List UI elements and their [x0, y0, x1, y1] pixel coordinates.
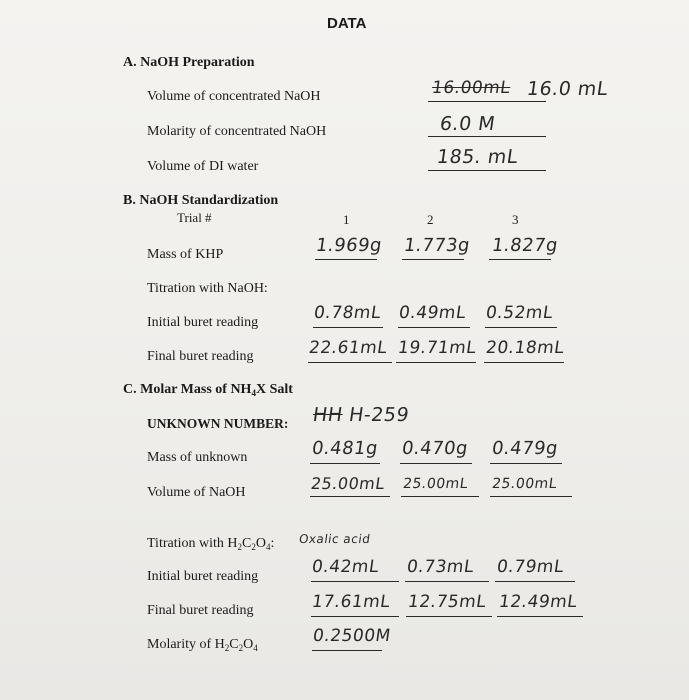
volume-di-water-label: Volume of DI water	[147, 159, 259, 174]
molarity-oxalic-label: Molarity of $H_2C_2O_4$	[147, 637, 258, 653]
c-final-3: 12.49mL	[497, 592, 579, 612]
b-final-line-1	[308, 362, 392, 363]
section-b-heading: B. NaOH Standardization	[123, 193, 279, 208]
mass-unknown-line-1	[310, 463, 380, 464]
c-final-line-1	[311, 616, 399, 617]
vol-naoh-2: 25.00mL	[401, 476, 470, 492]
c-initial-line-2	[405, 581, 489, 582]
titration-naoh-label: Titration with NaOH:	[147, 281, 268, 296]
trial-label: Trial #	[177, 210, 212, 225]
molarity-conc-naoh-label: Molarity of concentrated NaOH	[147, 124, 327, 139]
mass-unknown-label: Mass of unknown	[147, 450, 248, 465]
c-final-buret-label: Final buret reading	[147, 603, 254, 618]
b-initial-line-1	[313, 327, 383, 328]
b-final-line-3	[484, 362, 564, 363]
mass-unknown-2: 0.470g	[400, 438, 470, 459]
mass-khp-1: 1.969g	[314, 235, 384, 256]
vol-naoh-1: 25.00mL	[309, 474, 387, 493]
b-initial-line-2	[398, 327, 470, 328]
b-final-1: 22.61mL	[307, 338, 389, 358]
page-title: DATA	[327, 15, 367, 32]
b-final-3: 20.18mL	[484, 338, 566, 358]
vol-naoh-line-2	[401, 496, 479, 497]
volume-naoh-label: Volume of NaOH	[147, 485, 246, 500]
b-final-2: 19.71mL	[396, 338, 478, 358]
c-initial-3: 0.79mL	[495, 557, 566, 577]
vol-naoh-3: 25.00mL	[490, 476, 559, 492]
volume-di-water-line	[428, 170, 546, 171]
volume-conc-naoh-value: 16.0 mL	[525, 78, 610, 100]
section-c-heading: C. Molar Mass of $NH_4X$ Salt	[123, 382, 293, 398]
molarity-oxalic-line	[312, 650, 382, 651]
section-a-heading: A. NaOH Preparation	[123, 55, 255, 70]
molarity-conc-naoh-value: 6.0 M	[438, 113, 497, 135]
mass-khp-line-1	[315, 259, 377, 260]
trial-3: 3	[512, 212, 519, 227]
mass-unknown-line-3	[490, 463, 562, 464]
volume-conc-naoh-line	[428, 101, 546, 102]
c-final-1: 17.61mL	[310, 592, 392, 612]
trial-2: 2	[427, 212, 434, 227]
c-final-2: 12.75mL	[406, 592, 488, 612]
c-final-line-3	[497, 616, 583, 617]
mass-khp-label: Mass of KHP	[147, 247, 224, 262]
titration-oxalic-note: Oxalic acid	[298, 532, 372, 546]
b-final-buret-label: Final buret reading	[147, 349, 254, 364]
volume-conc-naoh-struck: 16.00mL	[430, 78, 512, 98]
mass-khp-line-2	[402, 259, 464, 260]
c-initial-2: 0.73mL	[405, 557, 476, 577]
volume-conc-naoh-label: Volume of concentrated NaOH	[147, 89, 321, 104]
mass-khp-2: 1.773g	[402, 235, 472, 256]
mass-unknown-3: 0.479g	[490, 438, 560, 459]
vol-naoh-line-1	[310, 496, 390, 497]
mass-unknown-line-2	[400, 463, 472, 464]
c-initial-line-3	[495, 581, 575, 582]
mass-unknown-1: 0.481g	[310, 438, 380, 459]
b-final-line-2	[396, 362, 476, 363]
c-final-line-2	[406, 616, 492, 617]
volume-di-water-value: 185. mL	[435, 146, 520, 168]
molarity-oxalic-value: 0.2500M	[311, 626, 393, 646]
titration-oxalic-label: Titration with $H_2C_2O_4$:	[147, 536, 275, 552]
trial-1: 1	[343, 212, 350, 227]
unknown-number-label: UNKNOWN NUMBER:	[147, 416, 289, 431]
b-initial-1: 0.78mL	[312, 303, 383, 323]
mass-khp-3: 1.827g	[490, 235, 560, 256]
c-initial-1: 0.42mL	[310, 557, 381, 577]
molarity-conc-naoh-line	[428, 136, 546, 137]
b-initial-3: 0.52mL	[484, 303, 555, 323]
b-initial-2: 0.49mL	[397, 303, 468, 323]
unknown-number-value: HH H-259	[311, 404, 411, 426]
mass-khp-line-3	[489, 259, 551, 260]
b-initial-buret-label: Initial buret reading	[147, 315, 259, 330]
c-initial-line-1	[311, 581, 399, 582]
c-initial-buret-label: Initial buret reading	[147, 569, 259, 584]
b-initial-line-3	[485, 327, 557, 328]
vol-naoh-line-3	[490, 496, 572, 497]
